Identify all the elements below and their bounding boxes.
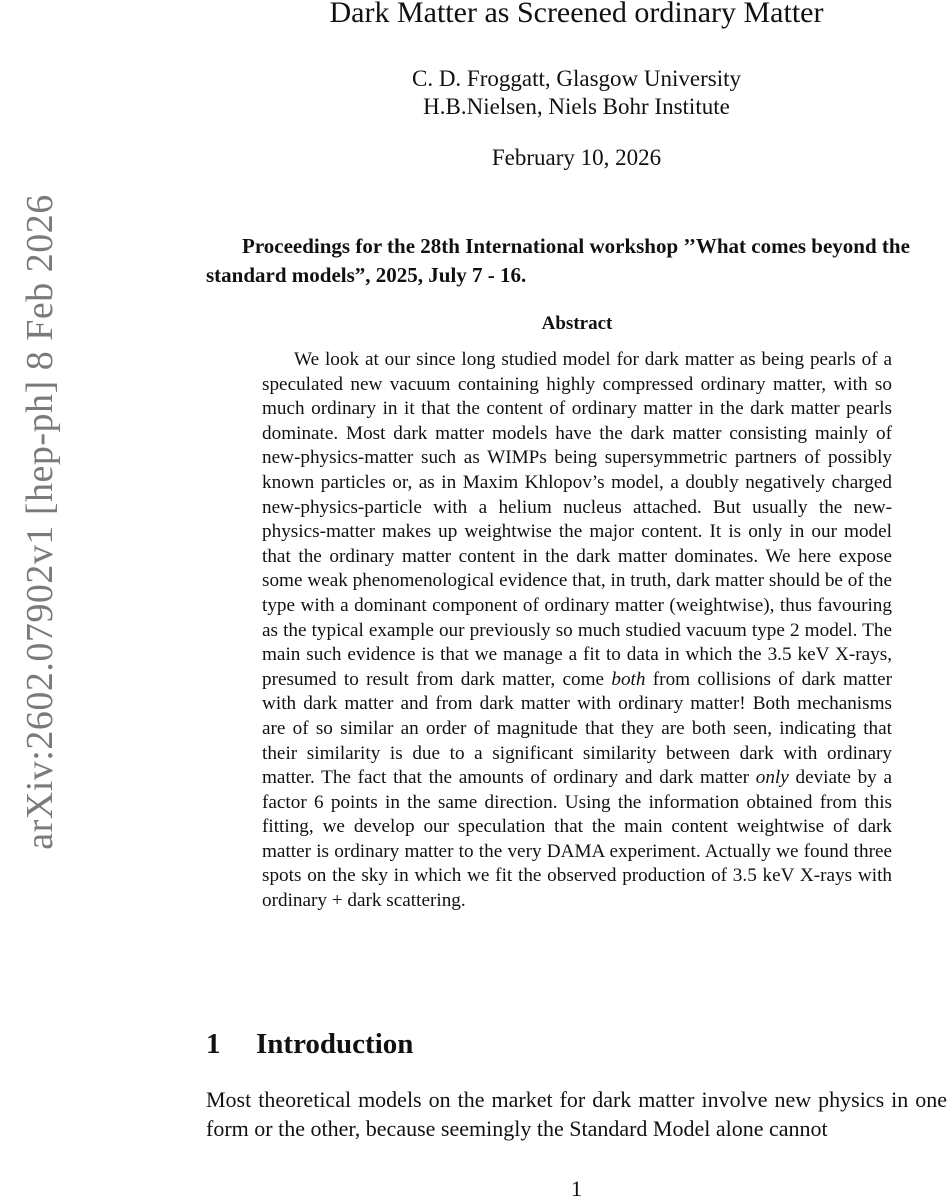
arxiv-id-text: arXiv:2602.07902v1 [hep-ph] 8 Feb 2026 bbox=[19, 194, 61, 850]
paper-date: February 10, 2026 bbox=[491, 145, 662, 170]
paper-title: Dark Matter as Screened ordinary Matter bbox=[329, 0, 824, 29]
abstract-heading: Abstract bbox=[541, 313, 613, 334]
abstract-text bbox=[262, 348, 892, 914]
abstract-emphasis-both: both bbox=[611, 668, 646, 690]
abstract-emphasis-only: only bbox=[755, 767, 789, 789]
page-number: 1 bbox=[571, 1176, 582, 1201]
introduction-paragraph: Most theoretical models on the market for dark matter involve new physics in one form or the other, because seemingly the Standard Model alone cannot bbox=[206, 1087, 947, 1141]
abstract-part-2: from collisions of dark matter with dark matter and from dark matter with ordinary matter! Both mechanisms are of so similar an order of magnitude that they are both seen, indicating that their similarity is due to a significant similarity between dark with ordinary matter. The fact that the amounts of ordinary and dark matter bbox=[262, 668, 892, 789]
abstract-part-3: deviate by a factor 6 points in the same direction. Using the information obtained from this fitting, we develop our speculation that the main content weightwise of dark matter is ordinary matter to the very DAMA experiment. Actually we found three spots on the sky in which we fit the observed production of 3.5 keV X-rays with ordinary + dark scattering. bbox=[262, 767, 892, 912]
author-froggatt: C. D. Froggatt, Glasgow University bbox=[411, 66, 741, 91]
proceedings-note: Proceedings for the 28th International workshop ’’What comes beyond the standard models”, 2025, July 7 - 16. bbox=[206, 234, 910, 287]
section-heading-introduction bbox=[206, 1028, 413, 1061]
abstract-part-1: We look at our since long studied model for dark matter as being pearls of a speculated new vacuum containing highly compressed ordinary matter, with so much ordinary in it that the content of ordinary matter in the dark matter pearls dominate. Most dark matter models have the dark matter consisting mainly of new-physics-matter such as WIMPs being supersymmetric partners of possibly known particles or, as in Maxim Khlopov’s model, a doubly negatively charged new-physics-particle with a helium nucleus attached. But usually the new-physics-matter makes up weightwise the major content. It is only in our model that the ordinary matter content in the dark matter dominates. We here expose some weak phenomenological evidence that, in truth, dark matter should be of the type with a dominant component of ordinary matter (weightwise), thus favouring as the typical example our previously so much studied vacuum type 2 model. The main such evidence is that we manage a fit to data in which the 3.5 keV X-rays, presumed to result from dark matter, come bbox=[262, 349, 892, 690]
section-title: Introduction bbox=[256, 1028, 414, 1060]
author-nielsen: H.B.Nielsen, Niels Bohr Institute bbox=[423, 94, 730, 119]
section-number: 1 bbox=[206, 1028, 221, 1060]
